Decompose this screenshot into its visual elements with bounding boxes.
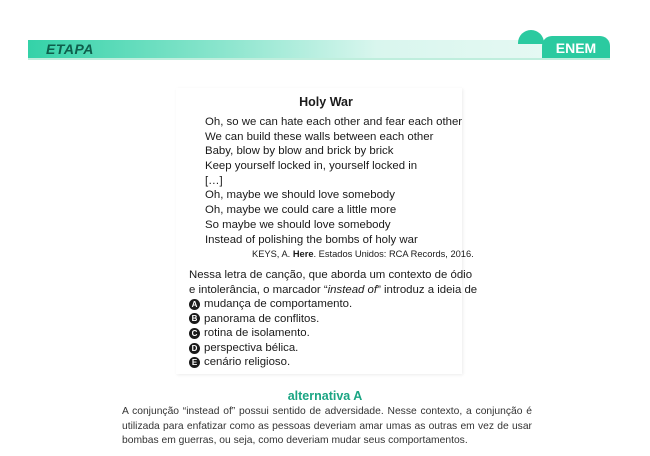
stem-prefix: e intolerância, o marcador “ [189, 283, 328, 296]
enem-label: ENEM [542, 36, 610, 58]
option-letter-icon: B [189, 313, 200, 324]
question-stem [189, 268, 478, 297]
lyric-line: We can build these walls between each other [205, 130, 434, 143]
lyric-line: Instead of polishing the bombs of holy war [205, 233, 418, 246]
option-text: rotina de isolamento. [204, 327, 310, 340]
option-letter-icon: C [189, 328, 200, 339]
citation-rest: . Estados Unidos: RCA Records, 2016. [313, 249, 474, 259]
song-citation [252, 249, 474, 259]
citation-work: Here [292, 249, 314, 259]
lyric-line: Oh, maybe we should love somebody [205, 189, 395, 202]
citation-author: KEYS, A. [252, 249, 293, 259]
stem-marker: instead of [327, 283, 378, 296]
stem-line-1: Nessa letra de canção, que aborda um contexto de ódio [189, 269, 473, 281]
option-letter-icon: E [189, 357, 200, 368]
lyrics-block [205, 115, 462, 247]
option-text: panorama de conflitos. [204, 312, 320, 325]
answer-explanation: A conjunção “instead of” possui sentido de adversidade. Nesse contexto, a conjunção é utilizada para enfatizar como as pessoas deveriam amar umas as outras em vez de usar bombas em guerras, ou seja, como deveriam mudar seus comportamentos. [122, 406, 532, 446]
option-a[interactable] [189, 297, 352, 312]
option-text: perspectiva bélica. [204, 341, 299, 354]
option-d[interactable] [189, 341, 352, 356]
lyric-line: Baby, blow by blow and brick by brick [205, 145, 394, 158]
lyric-line: Keep yourself locked in, yourself locked in [205, 160, 418, 173]
song-title: Holy War [299, 95, 353, 109]
header-divider [28, 58, 610, 60]
option-letter-icon: A [189, 299, 200, 310]
stem-suffix: ” introduz a ideia de [377, 283, 478, 296]
lyric-line: So maybe we should love somebody [205, 218, 391, 231]
option-text: mudança de comportamento. [204, 298, 353, 310]
answer-title: alternativa A [287, 389, 363, 403]
option-b[interactable] [189, 312, 352, 327]
option-e[interactable] [189, 355, 352, 370]
lyric-line: Oh, maybe we could care a little more [205, 204, 397, 217]
stem-line-2 [189, 283, 478, 298]
option-c[interactable] [189, 326, 352, 341]
lyric-line: Oh, so we can hate each other and fear each other [205, 116, 463, 128]
etapa-logo: ETAPA [46, 41, 94, 57]
option-letter-icon: D [189, 343, 200, 354]
lyric-line: […] [205, 174, 223, 187]
answer-options [189, 297, 352, 370]
tab-decoration [518, 30, 544, 44]
option-text: cenário religioso. [204, 356, 291, 369]
